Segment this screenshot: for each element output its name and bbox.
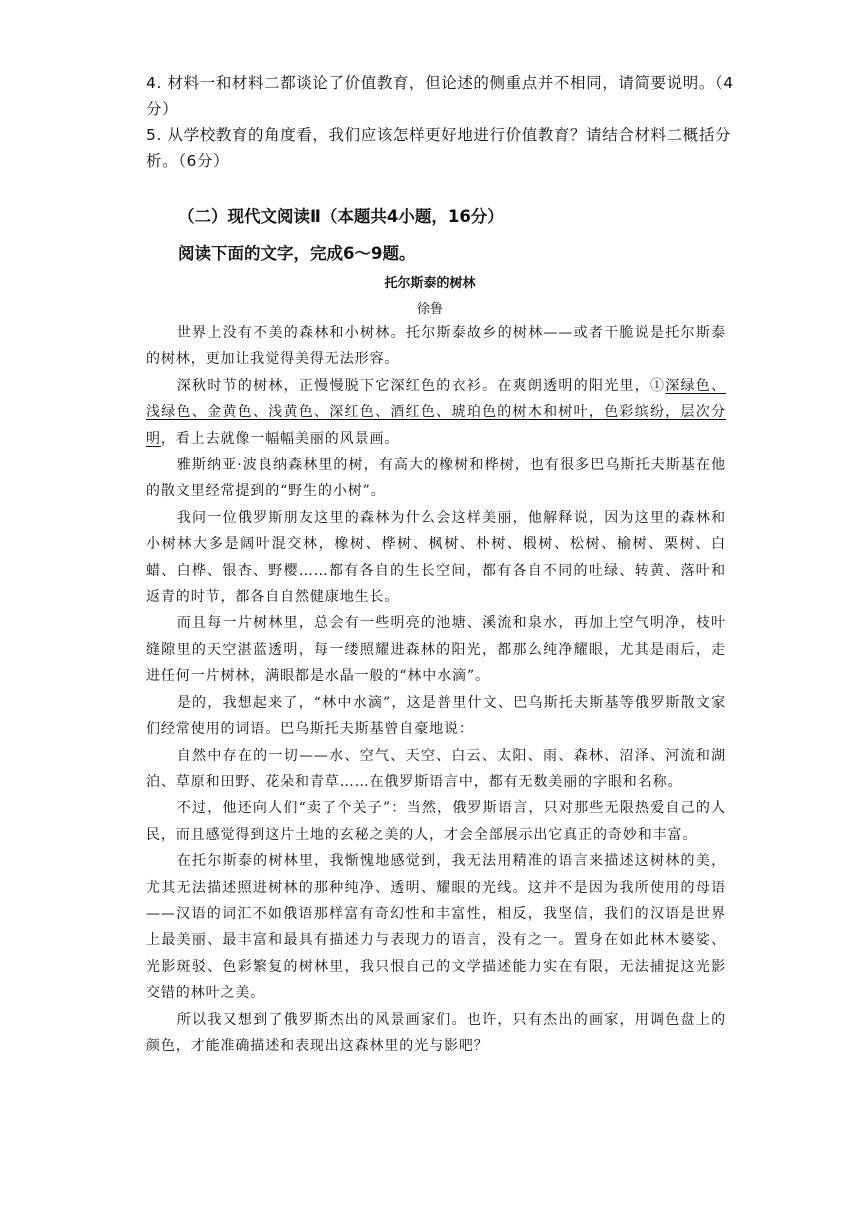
paragraph: [146, 373, 726, 452]
paragraph-text: 深秋时节的树林，正慢慢脱下它深红色的衣衫。在爽朗透明的阳光里，: [176, 377, 651, 394]
question-5: 5. 从学校教育的角度看，我们应该怎样更好地进行价值教育？请结合材料二概括分析。（6分）: [146, 126, 732, 170]
section-heading: （二）现代文阅读Ⅱ（本题共4小题，16分）: [178, 207, 504, 226]
paragraph: 不过，他还向人们“卖了个关子”：当然，俄罗斯语言，只对那些无限热爱自己的人民，而且感觉得到这片土地的玄秘之美的人，才会全部展示出它真正的奇妙和丰富。: [146, 800, 726, 843]
paragraph: 所以我又想到了俄罗斯杰出的风景画家们。也许，只有杰出的画家，用调色盘上的颜色，才能准确描述和表现出这森林里的光与影吧？: [146, 1011, 726, 1054]
annotation-mark: ①: [650, 377, 666, 394]
paragraph: 在托尔斯泰的树林里，我惭愧地感觉到，我无法用精准的语言来描述这树林的美，尤其无法描述照进树林的那种纯净、透明、耀眼的光线。这并不是因为我所使用的母语——汉语的词汇不如俄语那样富有奇幻性和丰富性，相反，我坚信，我们的汉语是世界上最美丽、最丰富和最具有描述力与表现力的语言，没有之一。置身在如此林木婆娑、光影斑驳、色彩繁复的树林里，我只恨自己的文学描述能力实在有限，无法捕捉这光影交错的林叶之美。: [146, 853, 726, 1002]
question-4: 4. 材料一和材料二都谈论了价值教育，但论述的侧重点并不相同，请简要说明。（4分）: [146, 74, 734, 118]
paragraph: 雅斯纳亚·波良纳森林里的树，有高大的橡树和桦树，也有很多巴乌斯托夫斯基在他的散文里经常提到的“野生的小树”。: [146, 457, 726, 500]
quotation: 自然中存在的一切——水、空气、天空、白云、太阳、雨、森林、沼泽、河流和湖泊、草原和田野、花朵和青草……在俄罗斯语言中，都有无数美丽的字眼和名称。: [146, 747, 726, 790]
paragraph: 世界上没有不美的森林和小树林。托尔斯泰故乡的树林——或者干脆说是托尔斯泰的树林，更加让我觉得美得无法形容。: [146, 325, 726, 368]
paragraph-text: ，看上去就像一幅幅美丽的风景画。: [160, 430, 400, 447]
underlined-sentence: 深绿色、浅绿色、金黄色、浅黄色、深红色、酒红色、琥珀色的树木和树叶，色彩缤纷，层次分明: [146, 377, 726, 447]
paragraph: 是的，我想起来了，“林中水滴”，这是普里什文、巴乌斯托夫斯基等俄罗斯散文家们经常使用的词语。巴乌斯托夫斯基曾自豪地说：: [146, 694, 726, 738]
paragraph: 我问一位俄罗斯朋友这里的森林为什么会这样美丽，他解释说，因为这里的森林和小树林大多是阔叶混交林，橡树、桦树、枫树、朴树、椴树、松树、榆树、栗树、白蜡、白桦、银杏、野樱……都有各自的生长空间，都有各自不同的吐绿、转黄、落叶和返青的时节，都各自自然健康地生长。: [146, 509, 726, 606]
article-body: [146, 320, 726, 1059]
paragraph: 而且每一片树林里，总会有一些明亮的池塘、溪流和泉水，再加上空气明净，枝叶缝隙里的天空湛蓝透明，每一缕照耀进森林的阳光，都那么纯净耀眼，尤其是雨后，走进任何一片树林，满眼都是水晶一般的“林中水滴”。: [146, 615, 726, 685]
article-author: 徐鲁: [416, 302, 443, 317]
section-instruction: 阅读下面的文字，完成6～9题。: [178, 244, 416, 263]
article-title: 托尔斯泰的树林: [384, 276, 476, 291]
